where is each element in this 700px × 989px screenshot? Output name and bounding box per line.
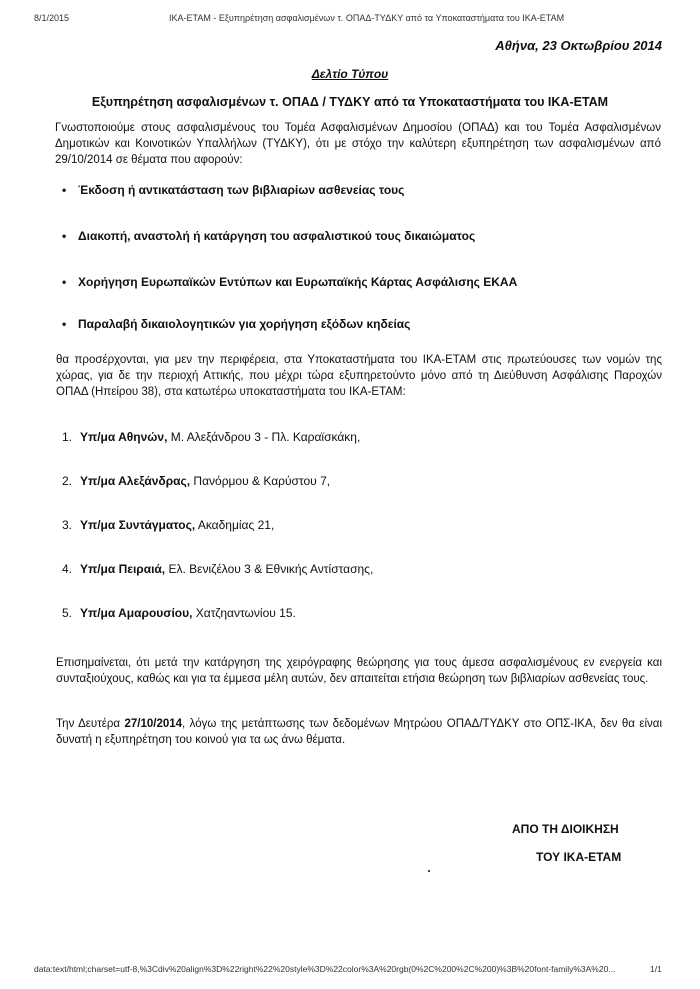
branch-item xyxy=(62,474,330,488)
branch-number: 4. xyxy=(62,562,73,576)
print-title: ΙΚΑ-ΕΤΑΜ - Εξυπηρέτηση ασφαλισμένων τ. ΟΠΑΔ-ΤΥΔΚΥ από τα Υποκαταστήματα του ΙΚΑ-ΕΤΑΜ xyxy=(169,13,565,23)
branch-name: Υπ/μα Αθηνών, xyxy=(80,430,168,444)
branch-item xyxy=(62,518,274,532)
footer-url: data:text/html;charset=utf-8,%3Cdiv%20align%3D%22right%22%20style%3D%22color%3A%20rgb(0%2C%200%2C%200)%3B%20font-family%3A%20... xyxy=(34,964,616,974)
notice-paragraph xyxy=(56,716,662,748)
bullet-text: Έκδοση ή αντικατάσταση των βιβλιαρίων ασθενείας τους xyxy=(78,183,405,197)
bullet-marker: • xyxy=(62,229,67,243)
middle-paragraph: θα προσέρχονται, για μεν την περιφέρεια, στα Υποκαταστήματα του ΙΚΑ-ΕΤΑΜ στις πρωτεύουσες των νομών της χώρας, για δε την περιοχή Αττικής, που μέχρι τώρα εξυπηρετούντο μόνο από τη Διεύθυνση Ασφάλισης Παροχών ΟΠΑΔ (Ηπείρου 38), στα κατωτέρω υποκαταστήματα του ΙΚΑ-ΕΤΑΜ: xyxy=(56,354,662,398)
bullet-text: Διακοπή, αναστολή ή κατάργηση του ασφαλιστικού τους δικαιώματος xyxy=(78,229,476,243)
branch-address: Μ. Αλεξάνδρου 3 - Πλ. Καραϊσκάκη, xyxy=(167,430,361,444)
bullet-item xyxy=(62,229,475,243)
branch-name: Υπ/μα Συντάγματος, xyxy=(80,518,196,532)
bullet-item xyxy=(62,317,410,331)
page-number: 1/1 xyxy=(650,964,662,974)
bullet-text: Χορήγηση Ευρωπαϊκών Εντύπων και Ευρωπαϊκής Κάρτας Ασφάλισης ΕΚΑΑ xyxy=(78,275,518,289)
branch-item xyxy=(62,562,373,576)
intro-paragraph: Γνωστοποιούμε στους ασφαλισμένους του Τομέα Ασφαλισμένων Δημοσίου (ΟΠΑΔ) και του Τομέα Ασφαλισμένων Δημοτικών και Κοινοτικών Υπαλλήλων (ΤΥΔΚΥ), ότι με στόχο την καλύτερη εξυπηρέτηση των ασφαλισμένων από 29/10/2014 σε θέματα που αφορούν: xyxy=(55,122,661,166)
branch-name: Υπ/μα Αλεξάνδρας, xyxy=(80,474,191,488)
bullet-text: Παραλαβή δικαιολογητικών για χορήγηση εξόδων κηδείας xyxy=(78,317,411,331)
branch-address: Χατζηαντωνίου 15. xyxy=(192,606,296,620)
scan-speck xyxy=(428,870,430,872)
notice-date: 27/10/2014 xyxy=(124,718,183,730)
bullet-marker: • xyxy=(62,317,67,331)
branch-number: 3. xyxy=(62,518,73,532)
branch-address: Πανόρμου & Καρύστου 7, xyxy=(190,474,331,488)
branch-name: Υπ/μα Πειραιά, xyxy=(80,562,166,576)
notice-text: , λόγω της μετάπτωσης των δεδομένων Μητρώου ΟΠΑΔ/ΤΥΔΚΥ στο ΟΠΣ-ΙΚΑ, δεν θα είναι δυνατή η εξυπηρέτηση του κοινού για τα ως άνω θέματα. xyxy=(56,718,662,746)
bullet-marker: • xyxy=(62,275,67,289)
branch-name: Υπ/μα Αμαρουσίου, xyxy=(80,606,193,620)
print-footer xyxy=(0,964,700,976)
bullet-marker: • xyxy=(62,183,67,197)
document-subtitle: Εξυπηρέτηση ασφαλισμένων τ. ΟΠΑΔ / ΤΥΔΚΥ από τα Υποκαταστήματα του ΙΚΑ-ΕΤΑΜ xyxy=(91,95,609,109)
branch-item xyxy=(62,606,296,620)
branch-address: Ελ. Βενιζέλου 3 & Εθνικής Αντίστασης, xyxy=(165,562,374,576)
branch-item xyxy=(62,430,360,444)
branch-address: Ακαδημίας 21, xyxy=(195,518,275,532)
note-paragraph: Επισημαίνεται, ότι μετά την κατάργηση της χειρόγραφης θεώρησης για τους άμεσα ασφαλισμένους εν ενεργεία και συνταξιούχους, καθώς και για τα έμμεσα μέλη αυτών, δεν απαιτείται ετήσια θεώρηση των βιβλιαρίων ασθενείας τους. xyxy=(56,657,662,685)
branch-number: 2. xyxy=(62,474,73,488)
signature-line-2: ΤΟΥ ΙΚΑ-ΕΤΑΜ xyxy=(536,850,622,864)
print-date: 8/1/2015 xyxy=(34,13,70,23)
bullet-item xyxy=(62,183,404,197)
branch-number: 1. xyxy=(62,430,73,444)
branch-number: 5. xyxy=(62,606,73,620)
bullet-item xyxy=(62,275,517,289)
notice-prefix: Την Δευτέρα xyxy=(56,718,125,730)
signature-line-1: ΑΠΟ ΤΗ ΔΙΟΙΚΗΣΗ xyxy=(512,822,619,836)
document-place-date: Αθήνα, 23 Οκτωβρίου 2014 xyxy=(495,38,662,53)
print-header xyxy=(0,13,700,27)
document-heading: Δελτίο Τύπου xyxy=(311,67,389,81)
